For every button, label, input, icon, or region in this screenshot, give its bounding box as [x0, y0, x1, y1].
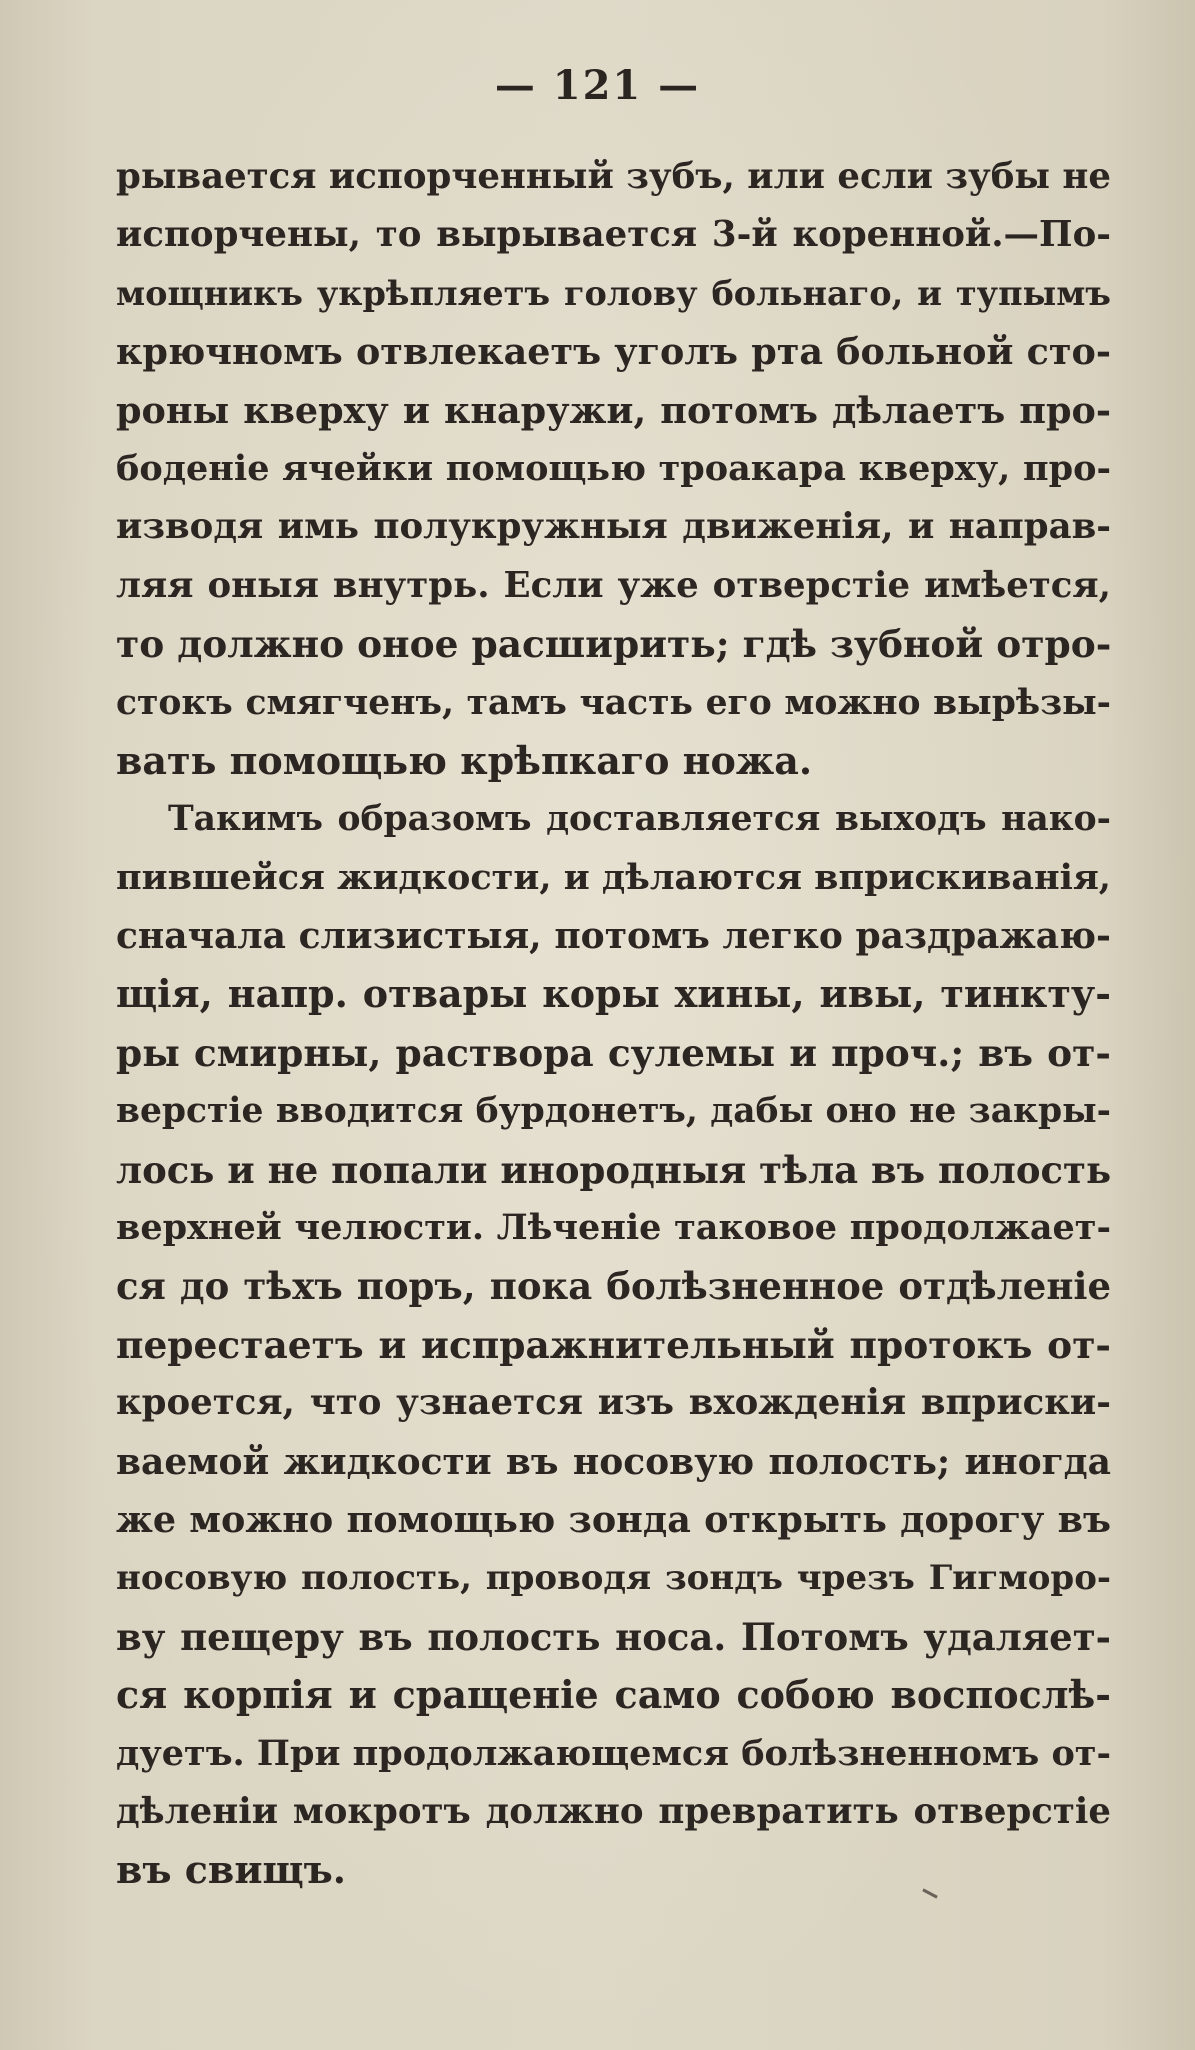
text-line: вать помощью крѣпкаго ножа.: [116, 737, 813, 783]
text-line: ся до тѣхъ поръ, пока болѣзненное отдѣленіе: [116, 1264, 1111, 1309]
text-line: пившейся жидкости, и дѣлаются вприскиванія,: [116, 856, 1111, 898]
text-line: ваемой жидкости въ носовую полость; иногда: [116, 1440, 1111, 1483]
text-line: мощникъ укрѣпляетъ голову больнаго, и тупымъ: [116, 273, 1111, 313]
paragraph-2: [116, 790, 1111, 1899]
text-line: стокъ смягченъ, тамъ часть его можно вырѣзы-: [116, 682, 1111, 723]
text-line: ву пещеру въ полость носа. Потомъ удаляет-: [116, 1614, 1111, 1659]
paragraph-1: [116, 148, 1111, 790]
text-line: перестаетъ и испражнительный протокъ от-: [116, 1322, 1111, 1367]
page-number: — 121 —: [494, 62, 701, 109]
text-line: лось и не попали инородныя тѣла въ полость: [116, 1147, 1112, 1192]
text-line: же можно помощью зонда открыть дорогу въ: [116, 1497, 1111, 1541]
text-line: верхней челюсти. Лѣченіе таковое продолжает-: [116, 1207, 1111, 1249]
text-line: ляя оныя внутрь. Если уже отверстіе имѣется,: [116, 564, 1111, 606]
text-line: испорчены, то вырывается 3-й коренной.—По-: [116, 214, 1111, 256]
text-line: изводя имь полукружныя движенія, и направ-: [116, 506, 1111, 548]
text-line: боденіе ячейки помощью троакара кверху, про-: [116, 447, 1111, 489]
text-line: то должно оное расширить; гдѣ зубной отро-: [116, 622, 1112, 667]
text-line: сначала слизистыя, потомъ легко раздражаю-: [116, 915, 1111, 958]
text-line: Такимъ образомъ доставляется выходъ нако-: [168, 799, 1111, 840]
text-line: дѣленіи мокротъ должно превратить отверстіе: [116, 1790, 1111, 1832]
text-line: ры смирны, раствора сулемы и проч.; въ от-: [116, 1030, 1111, 1075]
text-line: въ свищъ.: [116, 1847, 347, 1893]
body-text: [116, 148, 1111, 1900]
text-line: рывается испорченный зубъ, или если зубы не: [116, 156, 1111, 197]
text-line: крючномъ отвлекаетъ уголъ рта больной сто-: [116, 330, 1111, 374]
text-line: кроется, что узнается изъ вхожденія вприски-: [116, 1382, 1111, 1424]
text-line: дуетъ. При продолжающемся болѣзненномъ от-: [116, 1732, 1111, 1774]
text-line: ся корпія и сращеніе само собою воспослѣ-: [116, 1672, 1111, 1718]
text-line: роны кверху и кнаружи, потомъ дѣлаетъ про-: [116, 388, 1111, 432]
text-line: верстіе вводится бурдонетъ, дабы оно не закры-: [116, 1091, 1111, 1132]
text-line: носовую полость, проводя зондъ чрезъ Гигморо-: [116, 1558, 1111, 1599]
text-line: щія, напр. отвары коры хины, ивы, тинкту-: [116, 971, 1111, 1017]
